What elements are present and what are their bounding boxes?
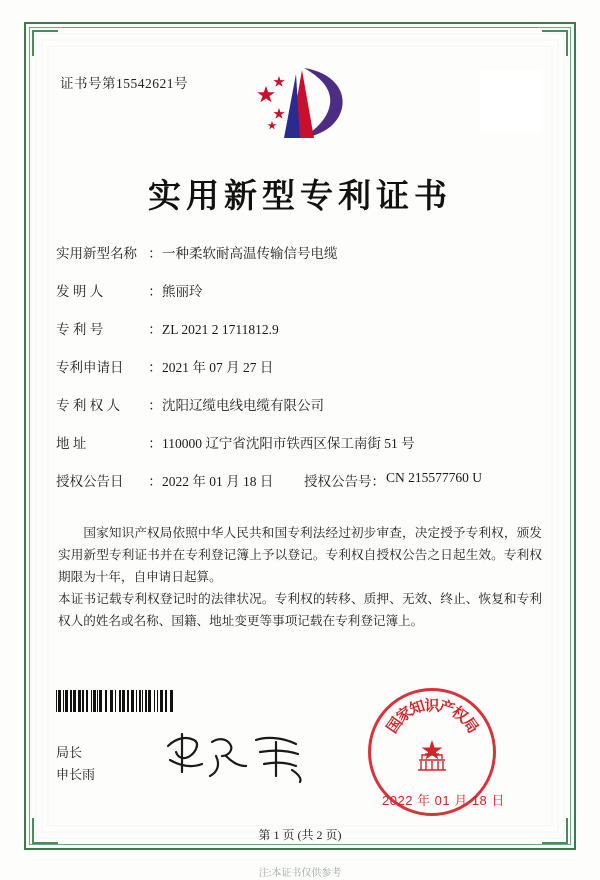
cnipa-logo-icon [246,64,354,142]
field-label-announcement-number: 授权公告号： [304,474,385,489]
field-value: 熊丽玲 [162,284,203,299]
field-list [56,242,546,508]
signature-name: 申长雨 [56,767,96,782]
paragraph-text: 本证书记载专利权登记时的法律状况。专利权的转移、质押、无效、终止、恢复和专利权人的姓名或名称、国籍、地址变更等事项记载在专利登记簿上。 [58,592,542,628]
official-seal-icon: ★ 国 家 知 识 产 权 局 [368,688,496,816]
field-label: 专利申请日 [56,360,124,375]
field-label: 发 明 人 [56,284,104,299]
field-row-utility-model-name [56,242,546,280]
field-value: 一种柔软耐高温传输信号电缆 [162,246,338,261]
page-title: 实用新型专利证书 [148,179,452,215]
field-value: ZL 2021 2 1711812.9 [162,322,279,337]
signature-role-label: 局长 [56,745,83,760]
field-label: 专 利 号 [56,322,104,337]
field-label: 实用新型名称 [56,246,137,261]
field-row-address [56,432,546,470]
field-separator: ： [148,322,162,337]
field-value: 2022 年 01 月 18 日 [162,474,274,489]
certificate-number: 证书号第15542621号 [60,76,188,91]
seal-date: 2022 年 01 月 18 日 [382,793,505,808]
corner-ornament-top-left [32,30,58,56]
seal-star-icon: ★ [419,735,445,766]
paragraph-legal-status [58,588,542,632]
field-separator: ： [148,246,162,261]
handwritten-signature [160,726,320,786]
footer-note: 注:本证书仅供参考 [258,868,342,879]
field-value: 沈阳辽缆电线电缆有限公司 [162,398,324,413]
field-separator: ： [148,398,162,413]
field-value: 2021 年 07 月 27 日 [162,360,274,375]
seal-emblem-icon [415,747,449,773]
field-label: 专 利 权 人 [56,398,121,413]
field-label: 授权公告日 [56,474,124,489]
field-row-application-date [56,356,546,394]
corner-ornament-top-right [542,30,568,56]
field-row-grant-announcement [56,470,546,508]
field-separator: ： [148,360,162,375]
field-row-inventor [56,280,546,318]
paragraph-text: 国家知识产权局依照中华人民共和国专利法经过初步审查，决定授予专利权，颁发实用新型专利证书并在专利登记簿上予以登记。专利权自授权公告之日起生效。专利权期限为十年，自申请日起算。 [58,526,542,584]
field-row-patentee [56,394,546,432]
field-row-patent-number [56,318,546,356]
field-value-announcement-number: CN 215577760 U [386,470,483,485]
field-separator: ： [148,284,162,299]
field-separator: ： [148,436,162,451]
barcode-icon [56,690,216,712]
field-label: 地 址 [56,436,87,451]
qr-code-icon [480,70,542,132]
page-indicator: 第 1 页 (共 2 页) [258,828,342,842]
paragraph-legal-grant [58,522,542,588]
signature-block [56,742,95,786]
field-separator: ： [148,474,162,489]
field-value: 110000 辽宁省沈阳市铁西区保工南街 51 号 [162,436,415,451]
